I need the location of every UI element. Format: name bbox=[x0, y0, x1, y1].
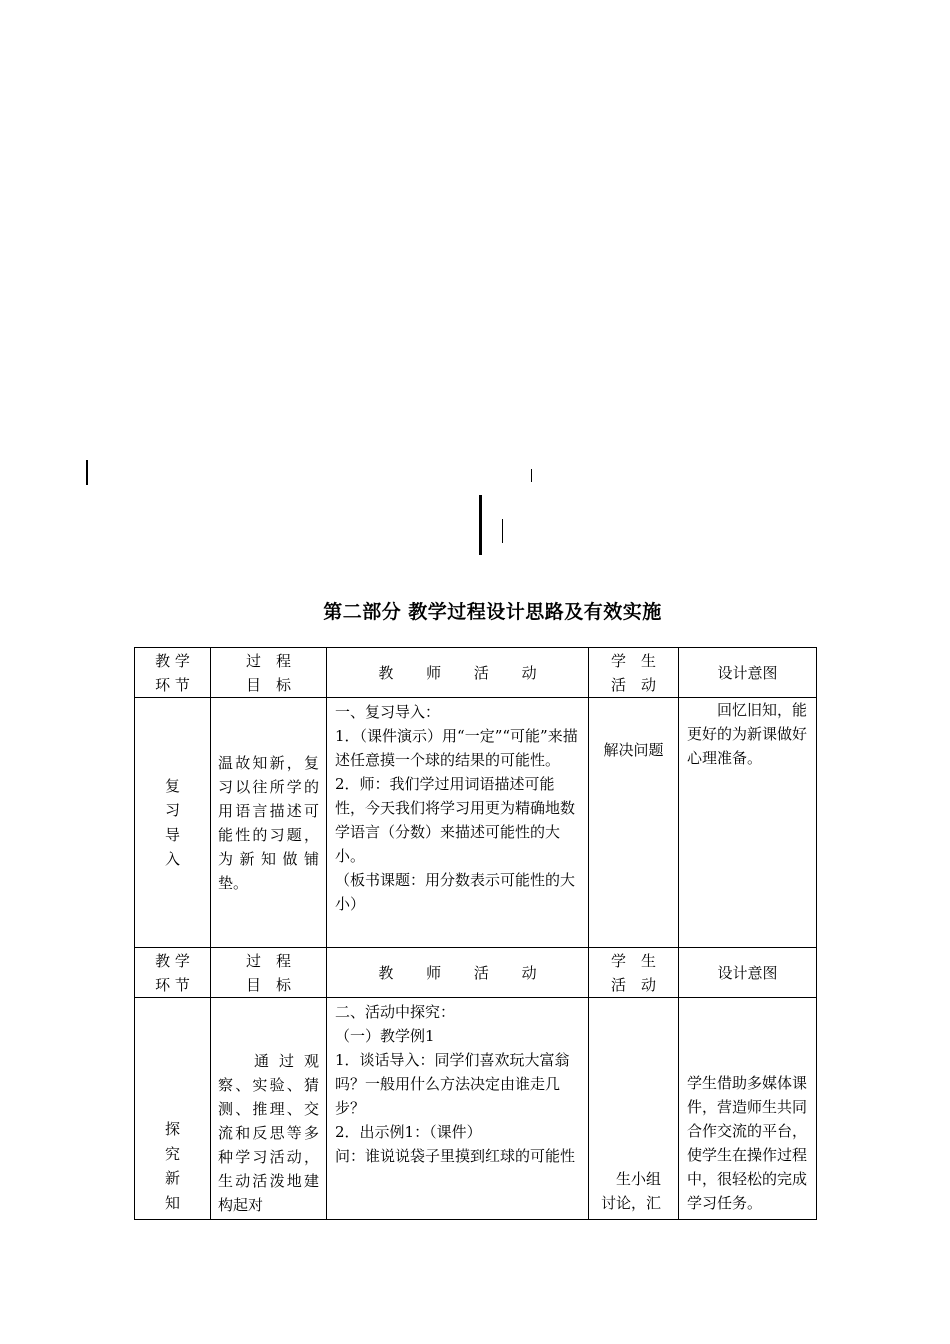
row2-teacher: 二、活动中探究： （一）教学例1 1．谈话导入：同学们喜欢玩大富翁吗？一般用什么方法决定由谁走几步？ 2．出示例1：（课件） 问：谁说说袋子里摸到红球的可能性 bbox=[327, 998, 589, 1220]
header-intent: 设计意图 bbox=[679, 948, 817, 998]
row2-goal: 通过观察、实验、猜测、推理、交流和反思等多种学习活动，生动活泼地建构起对 bbox=[211, 998, 327, 1220]
row1-teacher: 一、复习导入： 1．（课件演示）用“一定”“可能”来描述任意摸一个球的结果的可能性。 2．师：我们学过用词语描述可能性，今天我们将学习用更为精确地数学语言（分数）来描述可能性的大小。 （板书课题：用分数表示可能性的大小） bbox=[327, 698, 589, 948]
table-row bbox=[135, 698, 817, 948]
row2-intent: 学生借助多媒体课件，营造师生共同合作交流的平台，使学生在操作过程中，很轻松的完成学习任务。 bbox=[679, 998, 817, 1220]
header-stage: 教 学 环 节 bbox=[135, 948, 211, 998]
table-row bbox=[135, 998, 817, 1220]
rule-mark-left bbox=[86, 460, 88, 485]
header-student: 学 生 活 动 bbox=[589, 948, 679, 998]
header-stage: 教 学 环 节 bbox=[135, 648, 211, 698]
row2-stage: 探 究 新 知 bbox=[135, 998, 211, 1220]
header-row bbox=[135, 948, 817, 998]
row1-student: 解决问题 bbox=[589, 698, 679, 948]
header-goal: 过 程 目 标 bbox=[211, 948, 327, 998]
section-title: 第二部分 教学过程设计思路及有效实施 bbox=[323, 601, 662, 623]
rule-mark-bold bbox=[479, 495, 482, 555]
row1-goal: 温故知新，复习以往所学的用语言描述可能性的习题，为新知做铺垫。 bbox=[211, 698, 327, 948]
header-teacher: 教 师 活 动 bbox=[327, 948, 589, 998]
header-row bbox=[135, 648, 817, 698]
row1-stage: 复 习 导 入 bbox=[135, 698, 211, 948]
header-teacher: 教 师 活 动 bbox=[327, 648, 589, 698]
row2-student: 生小组讨论，汇 bbox=[589, 998, 679, 1220]
rule-mark-small bbox=[531, 469, 532, 482]
header-student: 学 生 活 动 bbox=[589, 648, 679, 698]
row1-intent: 回忆旧知，能更好的为新课做好心理准备。 bbox=[679, 698, 817, 948]
header-goal: 过 程 目 标 bbox=[211, 648, 327, 698]
header-intent: 设计意图 bbox=[679, 648, 817, 698]
rule-mark-thin bbox=[502, 519, 503, 543]
lesson-plan-table bbox=[134, 647, 817, 1220]
